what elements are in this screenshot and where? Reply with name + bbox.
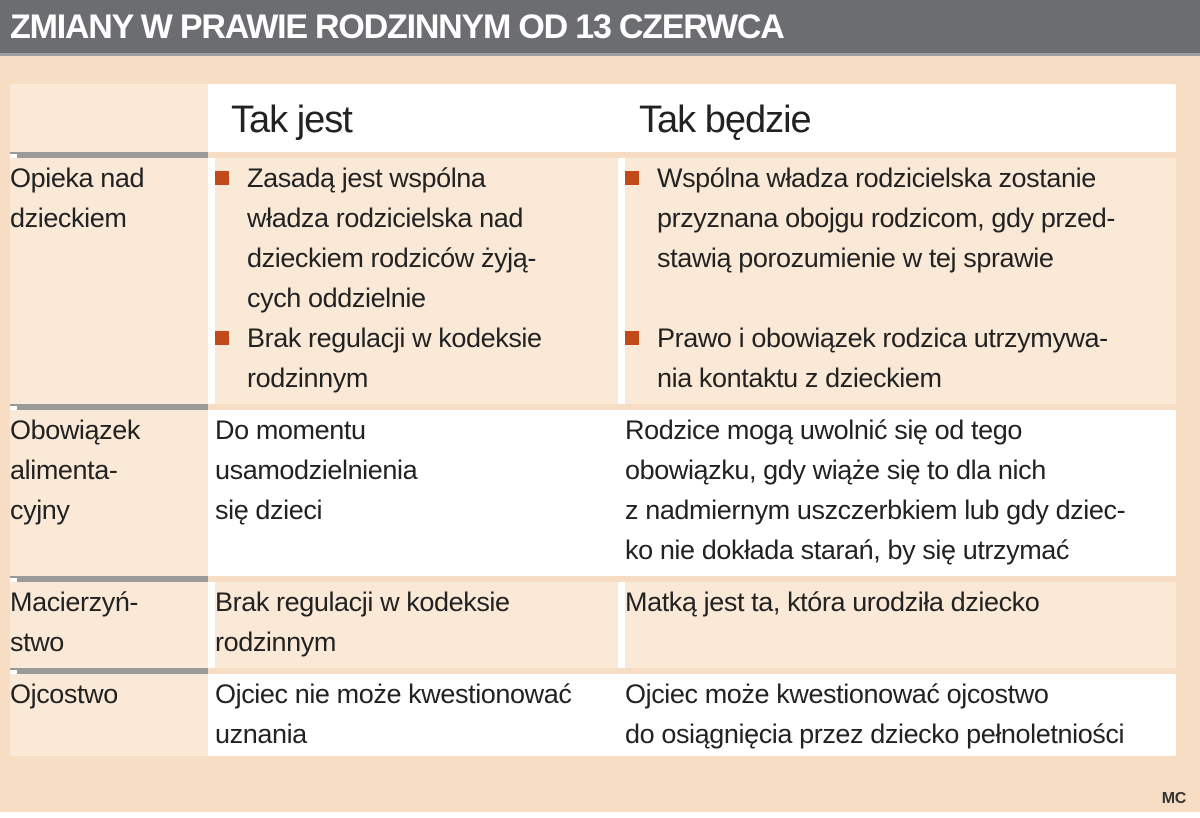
- column-header-current: Tak jest: [231, 99, 352, 141]
- row-label: Macierzyń-: [10, 587, 139, 617]
- table-row-opieka: [10, 158, 1176, 404]
- title-bar: [0, 0, 1200, 56]
- row-label: Obowiązek: [10, 415, 140, 445]
- row-label: Opieka nad: [10, 163, 145, 193]
- future-cell: [618, 158, 1176, 404]
- header-current-cell: [208, 84, 618, 152]
- table-row-macierzynstwo: [10, 582, 1176, 668]
- row-label-cell: [10, 410, 208, 576]
- row-label: dzieckiem: [10, 203, 127, 233]
- row-label-cell: [10, 674, 208, 756]
- header-empty-cell: [10, 84, 208, 152]
- comparison-table: [10, 84, 1176, 756]
- row-label: cyjny: [10, 495, 70, 525]
- row-label: alimenta-: [10, 455, 118, 485]
- table-row-alimenty: [10, 410, 1176, 576]
- current-cell: Ojciec nie może kwestionować uznania: [208, 674, 618, 756]
- bullet-item: Zasadą jest wspólna władza rodzicielska nad dzieckiem rodziców żyją- cych oddzielnie: [215, 158, 618, 318]
- square-bullet-icon: [625, 171, 639, 185]
- square-bullet-icon: [625, 331, 639, 345]
- row-label: Ojcostwo: [10, 679, 118, 709]
- page-title: ZMIANY W PRAWIE RODZINNYM OD 13 CZERWCA: [10, 8, 784, 46]
- current-cell: Do momentu usamodzielnienia się dzieci: [208, 410, 618, 576]
- table-row-ojcostwo: [10, 674, 1176, 756]
- author-credit: MC: [1161, 790, 1186, 807]
- panel-bottom-edge: [0, 812, 1200, 818]
- row-label-cell: [10, 582, 208, 668]
- current-cell: [208, 158, 618, 404]
- column-header-future: Tak będzie: [639, 99, 811, 141]
- square-bullet-icon: [215, 331, 229, 345]
- square-bullet-icon: [215, 171, 229, 185]
- future-cell: Matką jest ta, która urodziła dziecko: [618, 582, 1176, 668]
- future-cell: Ojciec może kwestionować ojcostwo do osiągnięcia przez dziecko pełnoletniości: [618, 674, 1176, 756]
- row-label-cell: [10, 158, 208, 404]
- bullet-item: Prawo i obowiązek rodzica utrzymywa- nia kontaktu z dzieckiem: [625, 318, 1176, 398]
- table-header-row: [10, 84, 1176, 152]
- header-future-cell: [618, 84, 1176, 152]
- future-cell: Rodzice mogą uwolnić się od tego obowiązku, gdy wiąże się to dla nich z nadmiernym uszczerbkiem lub gdy dziec- ko nie dokłada starań, by się utrzymać: [618, 410, 1176, 576]
- bullet-item: Brak regulacji w kodeksie rodzinnym: [215, 318, 618, 398]
- row-label: stwo: [10, 627, 64, 657]
- bullet-item: Wspólna władza rodzicielska zostanie przyznana obojgu rodzicom, gdy przed- stawią porozumienie w tej sprawie: [625, 158, 1176, 278]
- current-cell: Brak regulacji w kodeksie rodzinnym: [208, 582, 618, 668]
